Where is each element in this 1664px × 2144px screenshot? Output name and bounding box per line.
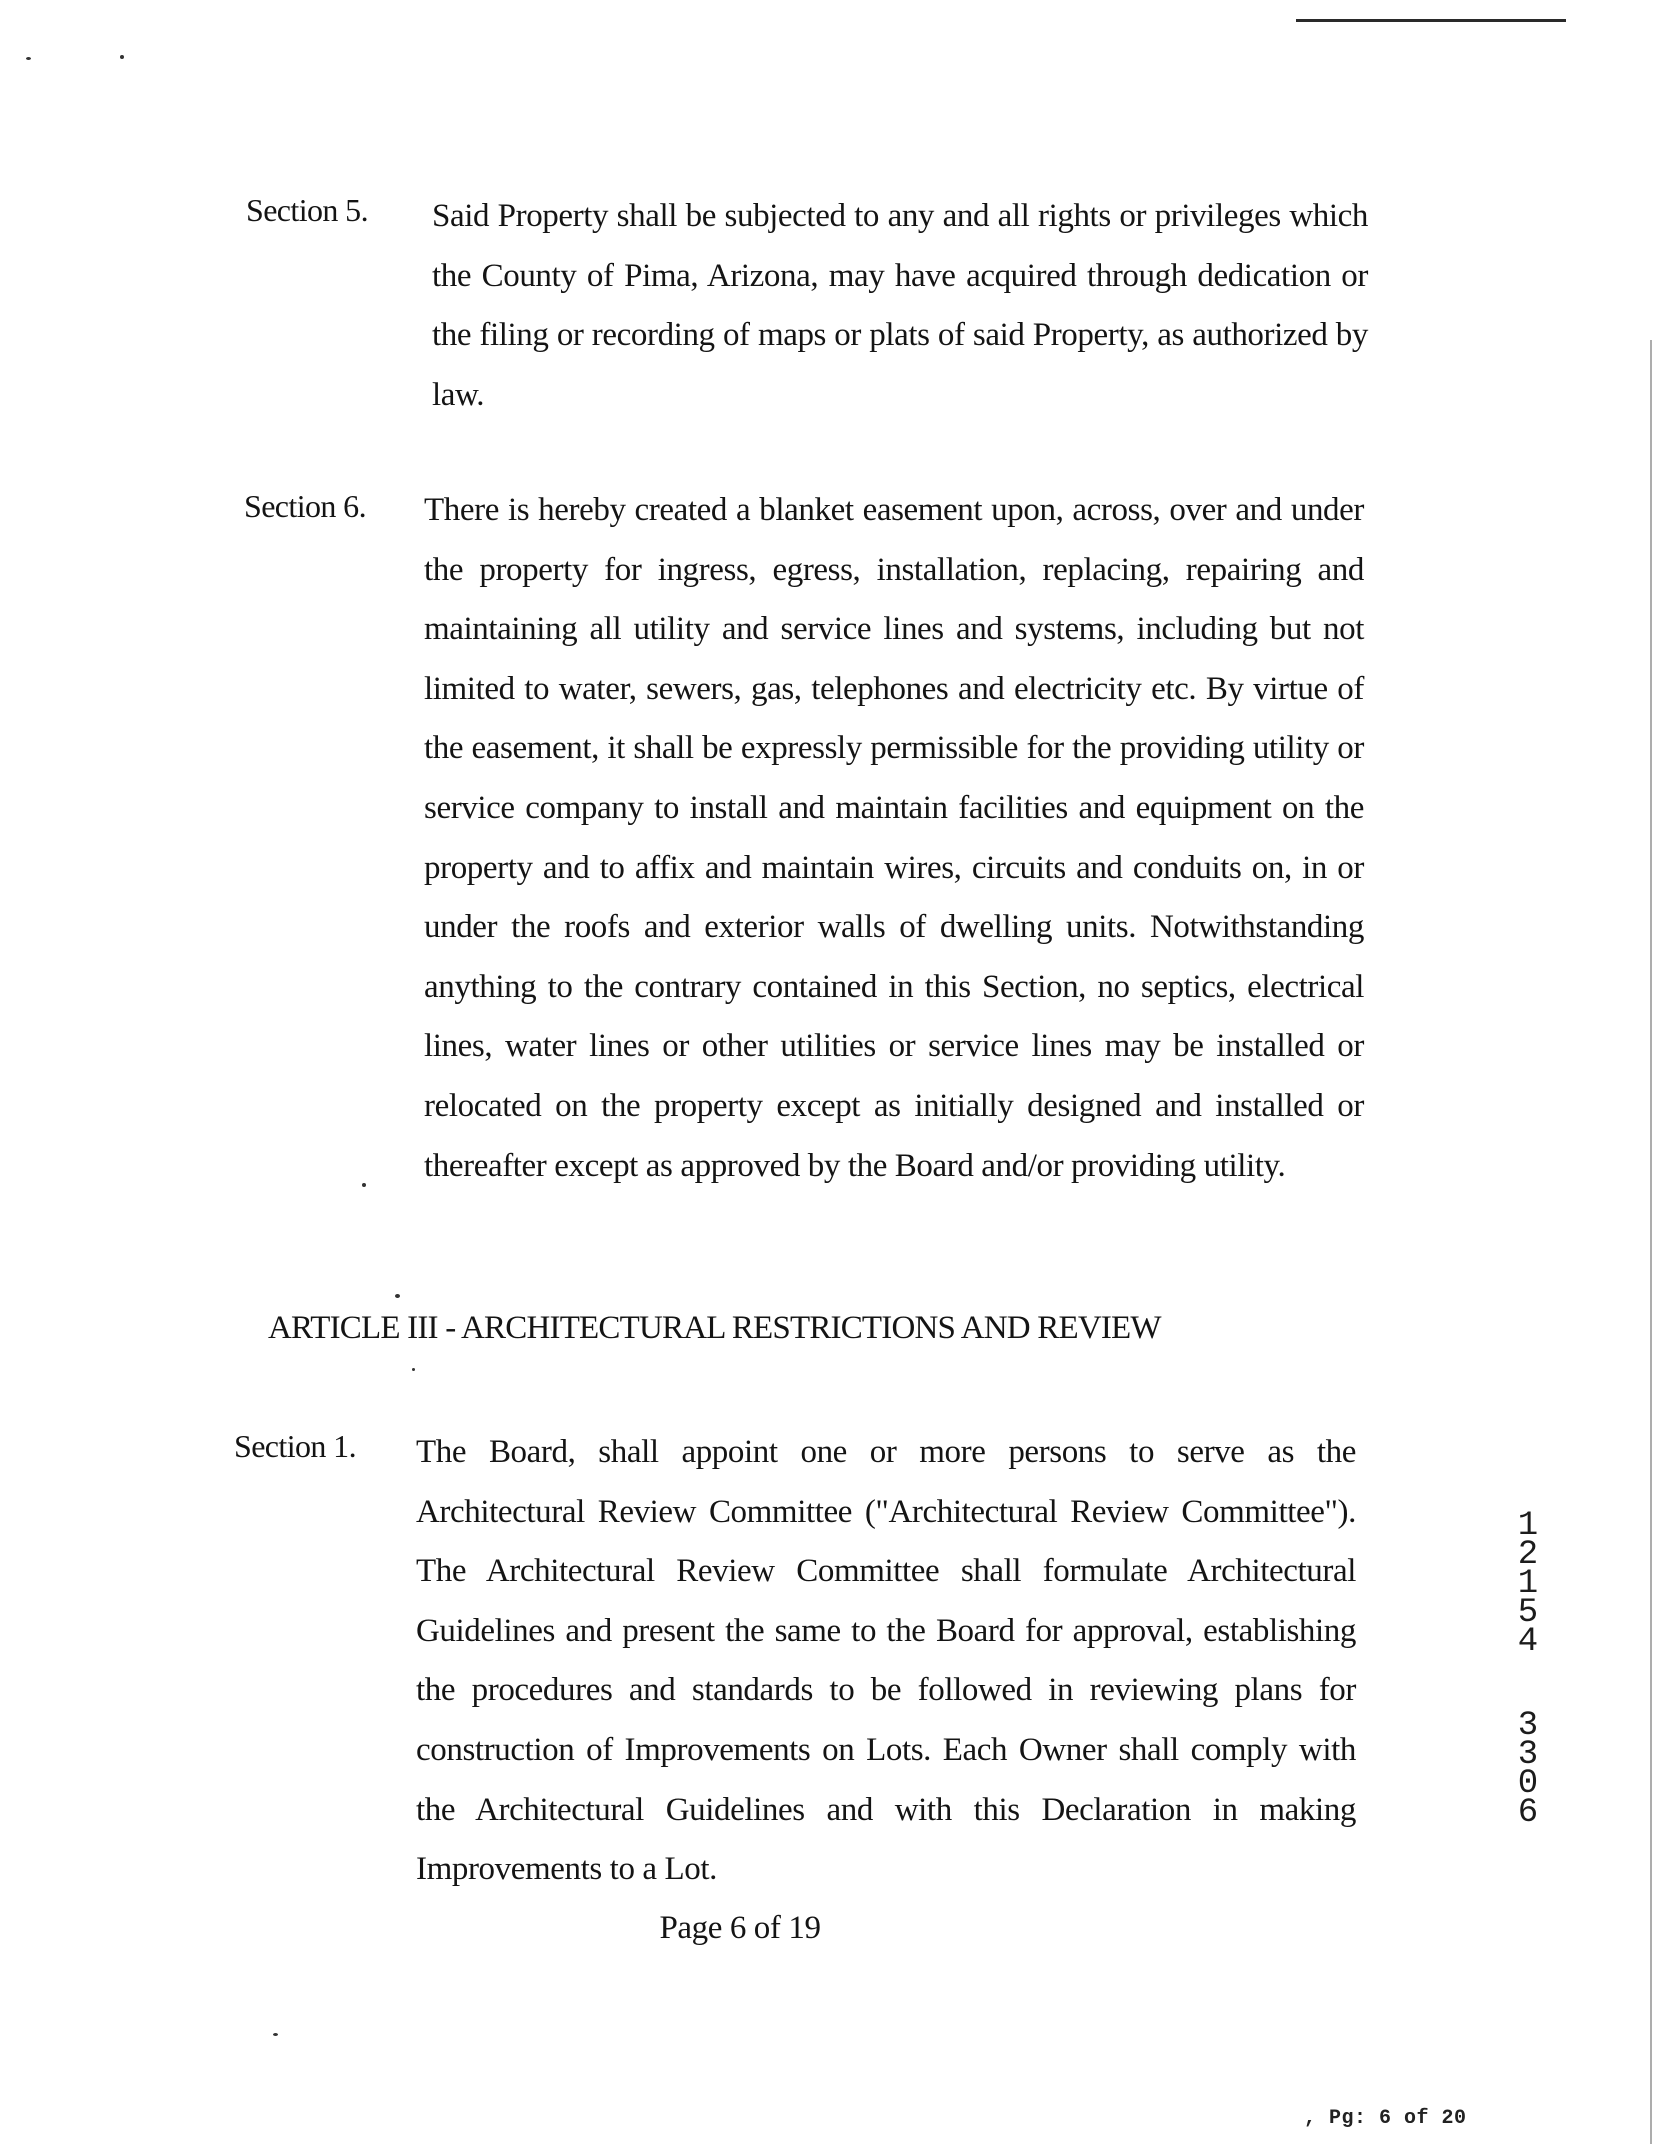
scan-speck bbox=[395, 1294, 400, 1298]
section-label: Section 5. bbox=[246, 192, 368, 228]
stamp-digit: 6 bbox=[1517, 1794, 1539, 1832]
scan-speck bbox=[120, 55, 124, 59]
page-number: Page 6 of 19 bbox=[659, 1910, 821, 1946]
stamp-digit: 3 bbox=[1517, 1707, 1539, 1745]
article-heading: ARTICLE III - ARCHITECTURAL RESTRICTIONS AND REVIEW bbox=[268, 1310, 1161, 1346]
top-rule bbox=[1296, 19, 1566, 22]
stamp-digit: 2 bbox=[1517, 1536, 1539, 1574]
section-label: Section 1. bbox=[234, 1428, 356, 1464]
stamp-digit: 5 bbox=[1517, 1594, 1539, 1632]
recorder-page-footer: , Pg: 6 of 20 bbox=[1304, 2107, 1467, 2130]
scan-speck bbox=[412, 1368, 415, 1371]
stamp-digit: 1 bbox=[1517, 1565, 1539, 1603]
scan-speck bbox=[26, 57, 31, 60]
scan-speck bbox=[362, 1183, 366, 1187]
scan-speck bbox=[273, 2033, 278, 2036]
section-text: Said Property shall be subjected to any and all rights or privileges which the County of Pima, Arizona, may have acquired through dedication or the filing or recording of maps or plats of said Property, as authorized by law. bbox=[432, 198, 1368, 413]
stamp-digit: 4 bbox=[1517, 1623, 1539, 1661]
stamp-digit: 3 bbox=[1517, 1736, 1539, 1774]
stamp-digit: 1 bbox=[1517, 1507, 1539, 1545]
section-label: Section 6. bbox=[244, 488, 366, 524]
recording-docket-number bbox=[1508, 1507, 1548, 1661]
section-text: The Board, shall appoint one or more persons to serve as the Architectural Review Committee ("Architectural Review Committee"). The Architectural Review Committee shall formulate Architectural Guidelines and present the same to the Board for approval, establishing the procedures and standards to be followed in reviewing plans for construction of Improvements on Lots. Each Owner shall comply with the Architectural Guidelines and with this Declaration in making Improvements to a Lot. bbox=[416, 1434, 1356, 1888]
stamp-digit: 0 bbox=[1517, 1765, 1539, 1803]
section-text: There is hereby created a blanket easement upon, across, over and under the property for ingress, egress, installation, replacing, repairing and maintaining all utility and service lines and systems, including but not limited to water, sewers, gas, telephones and electricity etc. By virtue of the easement, it shall be expressly permissible for the providing utility or service company to install and maintain facilities and equipment on the property and to affix and maintain wires, circuits and conduits on, in or under the roofs and exterior walls of dwelling units. Notwithstanding anything to the contrary contained in this Section, no septics, electrical lines, water lines or other utilities or service lines may be installed or relocated on the property except as initially designed and installed or thereafter except as approved by the Board and/or providing utility. bbox=[424, 492, 1364, 1184]
recording-page-number bbox=[1508, 1707, 1548, 1832]
scan-edge-line bbox=[1650, 340, 1652, 2144]
